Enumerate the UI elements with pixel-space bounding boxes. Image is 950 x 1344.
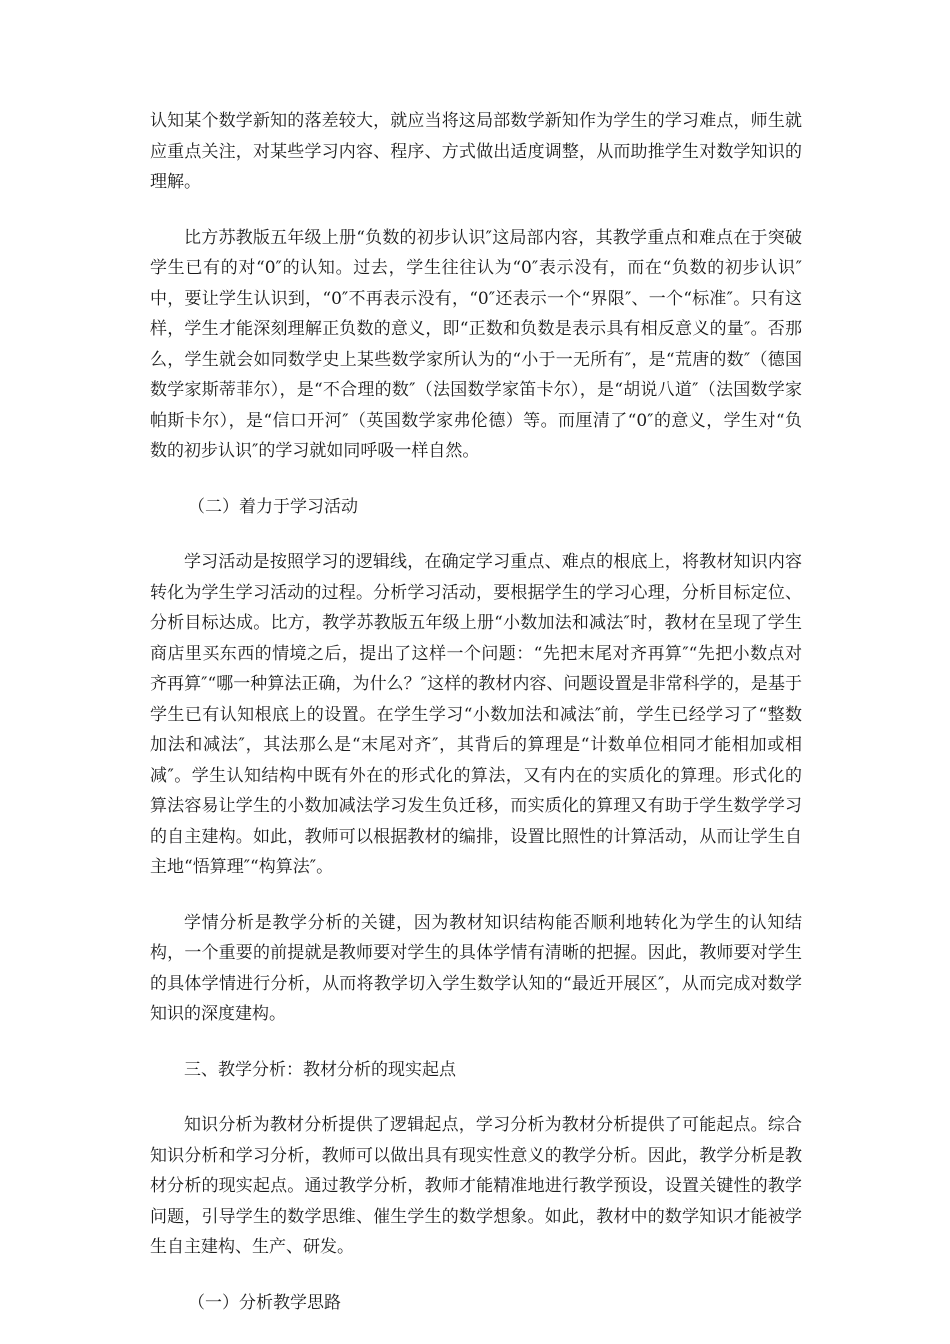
paragraph-learning-difficulty: 认知某个数学新知的落差较大，就应当将这局部数学新知作为学生的学习难点，师生就应重点关注，对某些学习内容、程序、方式做出适度调整，从而助推学生对数学知识的理解。 <box>150 111 802 192</box>
paragraph-learning-situation: 学情分析是教学分析的关键，因为教材知识结构能否顺利地转化为学生的认知结构，一个重要的前提就是教师要对学生的具体学情有清晰的把握。因此，教师要对学生的具体学情进行分析，从而将教学切入学生数学认知的“最近开展区″，从而完成对数学知识的深度建构。 <box>150 912 802 1024</box>
paragraph-learning-activity: 学习活动是按照学习的逻辑线，在确定学习重点、难点的根底上，将教材知识内容转化为学生学习活动的过程。分析学习活动，要根据学生的学习心理，分析目标定位、分析目标达成。比方，教学苏教版五年级上册“小数加法和减法″时，教材在呈现了学生商店里买东西的情境之后，提出了这样一个问题：“先把末尾对齐再算″“先把小数点对齐再算″“哪一种算法正确，为什么？″这样的教材内容、问题设置是非常科学的，是基于学生已有认知根底上的设置。在学生学习“小数加法和减法″前，学生已经学习了“整数加法和减法″，其法那么是“末尾对齐″，其背后的算理是“计数单位相同才能相加或相减″。学生认知结构中既有外在的形式化的算法，又有内在的实质化的算理。形式化的算法容易让学生的小数加减法学习发生负迁移，而实质化的算理又有助于学生数学学习的自主建构。如此，教师可以根据教材的编排，设置比照性的计算活动，从而让学生自主地“悟算理″“构算法″。 <box>150 552 802 877</box>
paragraph-teaching-analysis: 知识分析为教材分析提供了逻辑起点，学习分析为教材分析提供了可能起点。综合知识分析和学习分析，教师可以做出具有现实性意义的教学分析。因此，教学分析是教材分析的现实起点。通过教学分析，教师才能精准地进行教学预设，设置关键性的教学问题，引导学生的数学思维、催生学生的数学想象。如此，教材中的数学知识才能被学生自主建构、生产、研发。 <box>150 1115 802 1257</box>
paragraph-negative-numbers-example: 比方苏教版五年级上册“负数的初步认识″这局部内容，其教学重点和难点在于突破学生已有的对“0″的认知。过去，学生往往认为“0″表示没有，而在“负数的初步认识″中，要让学生认识到，“0″不再表示没有，“0″还表示一个“界限″、一个“标准″。只有这样，学生才能深刻理解正负数的意义，即“正数和负数是表示具有相反意义的量″。否那么，学生就会如同数学史上某些数学家所认为的“小于一无所有″，是“荒唐的数″（德国数学家斯蒂菲尔），是“不合理的数″（法国数学家笛卡尔），是“胡说八道″（法国数学家帕斯卡尔），是“信口开河″（英国数学家弗伦德）等。而厘清了“0″的意义，学生对“负数的初步认识″的学习就如同呼吸一样自然。 <box>150 227 802 461</box>
document-body <box>150 106 802 1343</box>
heading-teaching-approach: （一）分析教学思路 <box>188 1292 341 1313</box>
heading-teaching-analysis: 三、教学分析：教材分析的现实起点 <box>184 1059 456 1080</box>
heading-learning-activity: （二）着力于学习活动 <box>188 496 358 517</box>
